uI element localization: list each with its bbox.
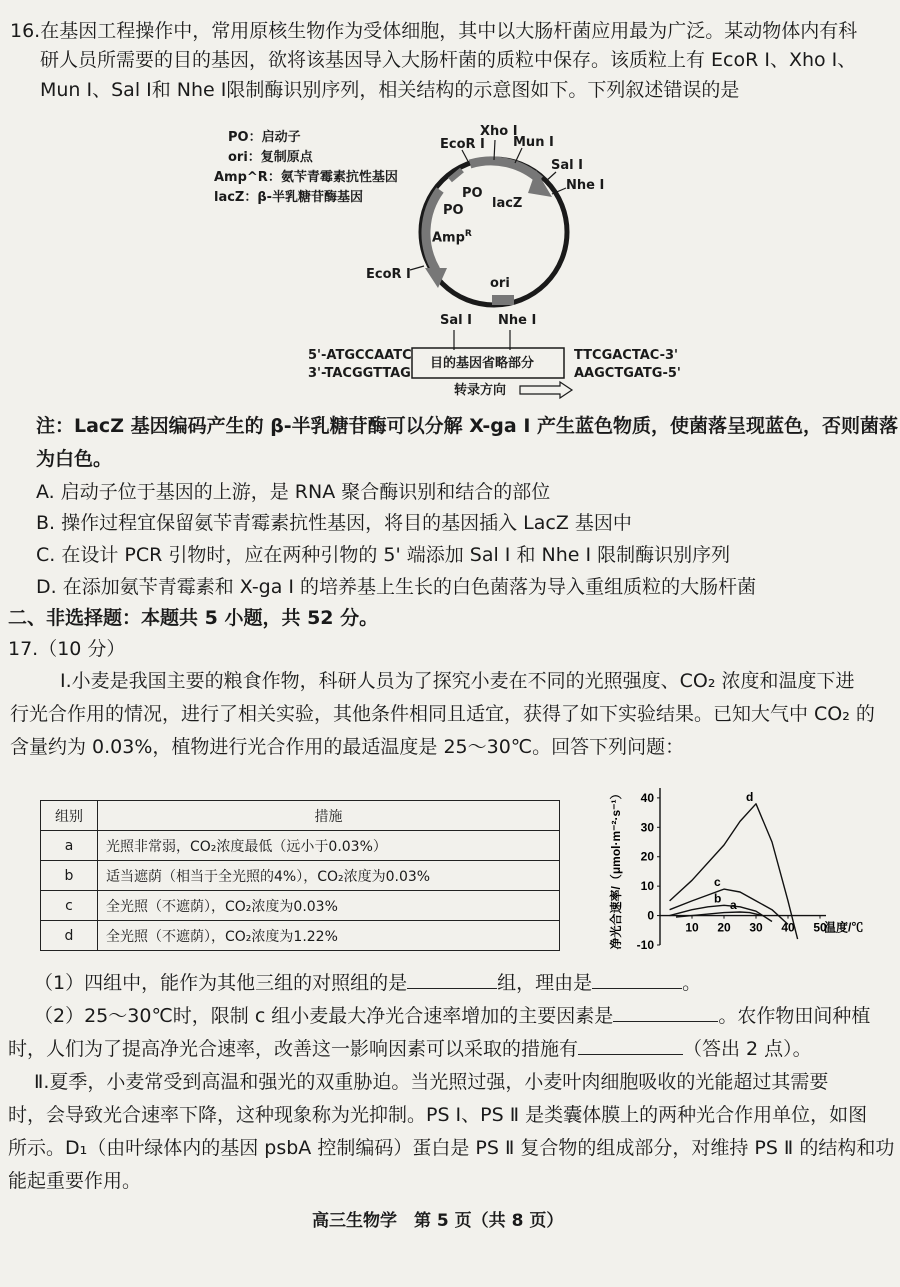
answer-blank[interactable] bbox=[578, 1036, 683, 1055]
y-tick-label: 0 bbox=[647, 908, 654, 923]
q16-option-c: C. 在设计 PCR 引物时，应在两种引物的 5' 端添加 Sal Ⅰ 和 Nhe Ⅰ 限制酶识别序列 bbox=[36, 544, 731, 566]
label-mun: Mun Ⅰ bbox=[513, 135, 554, 150]
table-header-row bbox=[41, 801, 560, 831]
seq-right-top: TTCGACTAC-3' bbox=[574, 348, 679, 363]
x-tick-label: 40 bbox=[781, 920, 795, 935]
y-tick-label: 30 bbox=[640, 820, 654, 835]
table-row bbox=[41, 891, 560, 921]
legend-lacz: lacZ：β-半乳糖苷酶基因 bbox=[214, 190, 364, 205]
y-tick-label: -10 bbox=[636, 938, 654, 952]
table-header-measure: 措施 bbox=[98, 801, 560, 831]
label-lacz: lacZ bbox=[492, 196, 523, 211]
x-tick-label: 50 bbox=[813, 920, 827, 935]
measure-cell: 全光照（不遮荫），CO₂浓度为0.03% bbox=[98, 891, 560, 921]
map-label-nhe: Nhe Ⅰ bbox=[498, 313, 537, 328]
group-cell: c bbox=[41, 891, 98, 921]
y-axis-label: 净光合速率/（μmol·m⁻²·s⁻¹） bbox=[609, 787, 623, 950]
section2-heading: 二、非选择题：本题共 5 小题，共 52 分。 bbox=[8, 607, 379, 629]
series-label-d: d bbox=[746, 789, 754, 804]
target-gene-label: 目的基因省略部分 bbox=[430, 356, 535, 371]
table-row bbox=[41, 921, 560, 951]
ecor-left-tick bbox=[410, 266, 424, 270]
page-footer: 高三生物学 第 5 页（共 8 页） bbox=[312, 1211, 564, 1231]
transcription-arrow bbox=[520, 382, 572, 398]
q17-p7: 能起重要作用。 bbox=[8, 1170, 142, 1192]
series-line-d bbox=[670, 804, 798, 939]
table-header-group: 组别 bbox=[41, 801, 98, 831]
legend-po: PO：启动子 bbox=[228, 130, 301, 145]
table-row bbox=[41, 831, 560, 861]
answer-blank[interactable] bbox=[407, 970, 497, 989]
label-sal: Sal Ⅰ bbox=[551, 158, 583, 173]
series-label-b: b bbox=[714, 891, 722, 906]
x-tick-label: 30 bbox=[749, 920, 763, 935]
answer-blank[interactable] bbox=[613, 1003, 718, 1022]
q17-p1: Ⅰ.小麦是我国主要的粮食作物，科研人员为了探究小麦在不同的光照强度、CO₂ 浓度和温度下进 bbox=[60, 670, 855, 692]
q16-option-d: D. 在添加氨苄青霉素和 X-ga Ⅰ 的培养基上生长的白色菌落为导入重组质粒的大肠杆菌 bbox=[36, 576, 757, 598]
q17-p2: 行光合作用的情况，进行了相关实验，其他条件相同且适宜，获得了如下实验结果。已知大气中 CO₂ 的 bbox=[10, 703, 875, 725]
ori-block bbox=[492, 295, 514, 305]
group-cell: d bbox=[41, 921, 98, 951]
q17-p5: 时，会导致光合速率下降，这种现象称为光抑制。PS Ⅰ、PS Ⅱ 是类囊体膜上的两种光合作用单位，如图 bbox=[8, 1104, 868, 1126]
measure-cell: 适当遮荫（相当于全光照的4%），CO₂浓度为0.03% bbox=[98, 861, 560, 891]
seq-right-bottom: AAGCTGATG-5' bbox=[574, 366, 681, 381]
measure-cell: 光照非常弱，CO₂浓度最低（远小于0.03%） bbox=[98, 831, 560, 861]
group-cell: b bbox=[41, 861, 98, 891]
legend-ori: ori：复制原点 bbox=[228, 150, 313, 165]
q16-option-a: A. 启动子位于基因的上游，是 RNA 聚合酶识别和结合的部位 bbox=[36, 481, 551, 503]
q17-sub2-cont: 时，人们为了提高净光合速率，改善这一影响因素可以采取的措施有 （答出 2 点）。 bbox=[8, 1038, 812, 1060]
y-tick-label: 40 bbox=[640, 790, 654, 805]
y-tick-label: 20 bbox=[640, 849, 654, 864]
transcription-label: 转录方向 bbox=[454, 383, 507, 398]
photosynthesis-chart bbox=[590, 780, 864, 955]
x-axis-label: 温度/℃ bbox=[824, 920, 864, 935]
seq-left-bottom: 3'-TACGGTTAG bbox=[308, 366, 411, 381]
series-label-a: a bbox=[730, 898, 737, 913]
treatment-table bbox=[40, 800, 560, 951]
q16-line2: 研人员所需要的目的基因，欲将该基因导入大肠杆菌的质粒中保存。该质粒上有 EcoR Ⅰ、Xho Ⅰ、 bbox=[40, 49, 857, 71]
label-amp: Amp$^R$ bbox=[432, 229, 472, 246]
q17-p6: 所示。D₁（由叶绿体内的基因 psbA 控制编码）蛋白是 PS Ⅱ 复合物的组成部分，对维持 PS Ⅱ 的结构和功 bbox=[8, 1137, 895, 1159]
seq-left-top: 5'-ATGCCAATC bbox=[308, 348, 412, 363]
x-tick-label: 10 bbox=[685, 920, 699, 935]
y-tick-label: 10 bbox=[640, 879, 654, 894]
q16-note-line2: 为白色。 bbox=[36, 448, 113, 470]
lacz-arrow bbox=[470, 161, 540, 180]
q17-sub2: （2）25～30℃时，限制 c 组小麦最大净光合速率增加的主要因素是 。农作物田间种植 bbox=[34, 1005, 871, 1027]
q16-option-b: B. 操作过程宜保留氨苄青霉素抗性基因，将目的基因插入 LacZ 基因中 bbox=[36, 512, 632, 534]
x-tick-label: 20 bbox=[717, 920, 731, 935]
label-po2: PO bbox=[443, 203, 464, 218]
label-nhe: Nhe Ⅰ bbox=[566, 178, 605, 193]
measure-cell: 全光照（不遮荫），CO₂浓度为1.22% bbox=[98, 921, 560, 951]
series-label-c: c bbox=[714, 875, 721, 890]
series-line-c bbox=[670, 889, 788, 924]
group-cell: a bbox=[41, 831, 98, 861]
q16-line1: 16.在基因工程操作中，常用原核生物作为受体细胞，其中以大肠杆菌应用最为广泛。某动物体内有科 bbox=[10, 20, 858, 42]
label-ecor-left: EcoR Ⅰ bbox=[366, 267, 411, 282]
q17-heading: 17.（10 分） bbox=[8, 638, 126, 660]
map-label-sal: Sal Ⅰ bbox=[440, 313, 472, 328]
label-xho: Xho Ⅰ bbox=[480, 124, 518, 139]
q17-p3: 含量约为 0.03%，植物进行光合作用的最适温度是 25～30℃。回答下列问题： bbox=[10, 736, 685, 758]
label-ecor-top: EcoR Ⅰ bbox=[440, 137, 485, 152]
q17-sub1: （1）四组中，能作为其他三组的对照组的是 组，理由是 。 bbox=[34, 972, 702, 994]
label-po1: PO bbox=[462, 186, 483, 201]
answer-blank[interactable] bbox=[592, 970, 682, 989]
q16-note-line1: 注：LacZ 基因编码产生的 β-半乳糖苷酶可以分解 X-ga Ⅰ 产生蓝色物质，使菌落呈现蓝色，否则菌落 bbox=[36, 415, 899, 437]
table-row bbox=[41, 861, 560, 891]
label-ori: ori bbox=[490, 276, 510, 291]
legend-amp: Amp^R：氨苄青霉素抗性基因 bbox=[214, 170, 398, 185]
q16-line3: Mun Ⅰ、Sal Ⅰ和 Nhe Ⅰ限制酶识别序列，相关结构的示意图如下。下列叙述错误的是 bbox=[40, 79, 740, 101]
q17-p4: Ⅱ.夏季，小麦常受到高温和强光的双重胁迫。当光照过强，小麦叶肉细胞吸收的光能超过其需要 bbox=[34, 1071, 829, 1093]
